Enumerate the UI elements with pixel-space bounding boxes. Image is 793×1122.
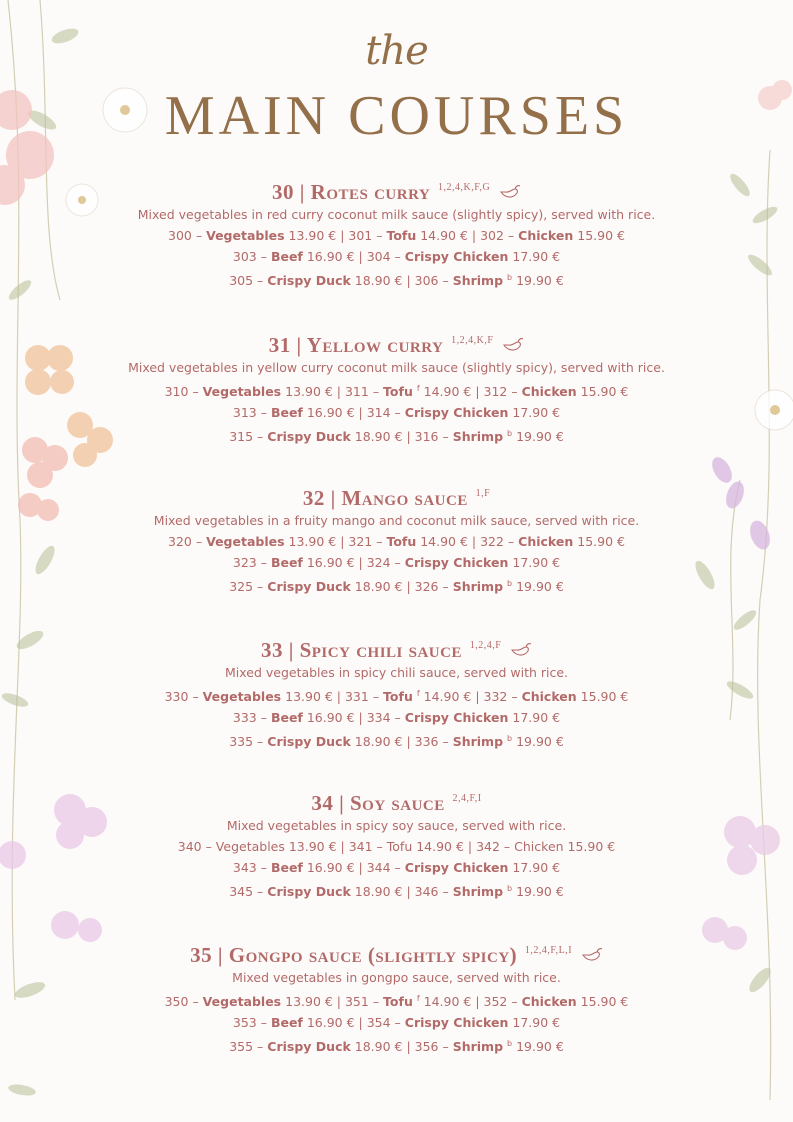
allergen-codes: 2,4,F,I <box>452 793 482 804</box>
price-line: 320 – Vegetables 13.90 € | 321 – Tofu 14.90 € | 322 – Chicken 15.90 € <box>168 534 625 549</box>
section-name: Yellow curry <box>306 333 444 357</box>
price-line: 345 – Crispy Duck 18.90 € | 346 – Shrimp $^b$ 19.90 € <box>229 884 564 899</box>
section-title: 32 | Mango sauce $^{1,F}$ <box>302 486 491 510</box>
chili-icon <box>510 642 532 658</box>
section-title: 34 | Soy sauce $^{2,4,F,I}$ <box>311 791 482 815</box>
price-line: 323 – Beef 16.90 € | 324 – Crispy Chicken 17.90 € <box>232 555 561 570</box>
price-line: 333 – Beef 16.90 € | 334 – Crispy Chicken 17.90 € <box>232 710 561 725</box>
section-name: Spicy chili sauce <box>299 638 462 662</box>
section-name: Rotes curry <box>310 180 431 204</box>
price-line: 303 – Beef 16.90 € | 304 – Crispy Chicken 17.90 € <box>232 249 561 264</box>
section-title: 31 | Yellow curry $^{1,2,4,K,F}$ <box>0 327 793 355</box>
section-number: 35 <box>190 943 213 967</box>
section-number: 33 <box>260 638 283 662</box>
section-title: 33 | Spicy chili sauce $^{1,2,4,F}$ <box>0 632 793 660</box>
price-line: 300 – Vegetables 13.90 € | 301 – Tofu 14.90 € | 302 – Chicken 15.90 € <box>168 228 625 243</box>
header-the: the <box>365 28 428 74</box>
price-line: 325 – Crispy Duck 18.90 € | 326 – Shrimp $^b$ 19.90 € <box>229 579 564 594</box>
allergen-codes: 1,2,4,K,F,G <box>437 182 491 193</box>
section-description: Mixed vegetables in spicy soy sauce, served with rice. <box>226 818 567 833</box>
price-line: 310 – Vegetables 13.90 € | 311 – Tofu $^f$ 14.90 € | 312 – Chicken 15.90 € <box>164 384 629 399</box>
allergen-codes: 1,2,4,F,L,I <box>524 945 573 956</box>
section-title: 30 | Rotes curry $^{1,2,4,K,F,G}$ <box>0 174 793 202</box>
section-description: Mixed vegetables in a fruity mango and coconut milk sauce, served with rice. <box>153 513 640 528</box>
price-line: 340 – Vegetables 13.90 € | 341 – Tofu 14.90 € | 342 – Chicken 15.90 € <box>177 839 616 854</box>
section-description: Mixed vegetables in yellow curry coconut milk sauce (slightly spicy), served with rice. <box>128 360 665 375</box>
section-number: 32 <box>302 486 325 510</box>
menu-section-30 <box>0 174 793 291</box>
price-line: 305 – Crispy Duck 18.90 € | 306 – Shrimp $^b$ 19.90 € <box>229 273 564 288</box>
section-description: Mixed vegetables in red curry coconut milk sauce (slightly spicy), served with rice. <box>137 207 656 222</box>
allergen-codes: 1,2,4,F <box>469 640 502 651</box>
menu-section-32 <box>0 480 793 597</box>
price-line: 350 – Vegetables 13.90 € | 351 – Tofu $^f$ 14.90 € | 352 – Chicken 15.90 € <box>164 994 629 1009</box>
price-line: 313 – Beef 16.90 € | 314 – Crispy Chicken 17.90 € <box>232 405 561 420</box>
price-line: 355 – Crispy Duck 18.90 € | 356 – Shrimp $^b$ 19.90 € <box>229 1039 564 1054</box>
section-description: Mixed vegetables in spicy chili sauce, served with rice. <box>224 665 569 680</box>
chili-icon <box>581 947 603 963</box>
section-number: 31 <box>268 333 291 357</box>
menu-section-34 <box>0 785 793 902</box>
section-name: Gongpo sauce (slightly spicy) <box>228 943 518 967</box>
price-line: 353 – Beef 16.90 € | 354 – Crispy Chicken 17.90 € <box>232 1015 561 1030</box>
price-line: 335 – Crispy Duck 18.90 € | 336 – Shrimp $^b$ 19.90 € <box>229 734 564 749</box>
chili-icon <box>502 337 524 353</box>
page-title: MAIN COURSES <box>164 85 629 147</box>
menu-section-31 <box>0 327 793 447</box>
section-title: 35 | Gongpo sauce (slightly spicy) $^{1,2,4,F,L,I}$ <box>0 937 793 965</box>
chili-icon <box>499 184 521 200</box>
section-description: Mixed vegetables in gongpo sauce, served with rice. <box>232 970 561 985</box>
section-name: Mango sauce <box>341 486 468 510</box>
price-line: 330 – Vegetables 13.90 € | 331 – Tofu $^f$ 14.90 € | 332 – Chicken 15.90 € <box>164 689 629 704</box>
allergen-codes: 1,2,4,K,F <box>451 335 494 346</box>
section-name: Soy sauce <box>350 791 445 815</box>
price-line: 315 – Crispy Duck 18.90 € | 316 – Shrimp $^b$ 19.90 € <box>229 429 564 444</box>
menu-section-35 <box>0 937 793 1057</box>
price-line: 343 – Beef 16.90 € | 344 – Crispy Chicken 17.90 € <box>232 860 561 875</box>
section-number: 30 <box>272 180 295 204</box>
menu-section-33 <box>0 632 793 752</box>
section-number: 34 <box>311 791 334 815</box>
allergen-codes: 1,F <box>475 488 491 499</box>
